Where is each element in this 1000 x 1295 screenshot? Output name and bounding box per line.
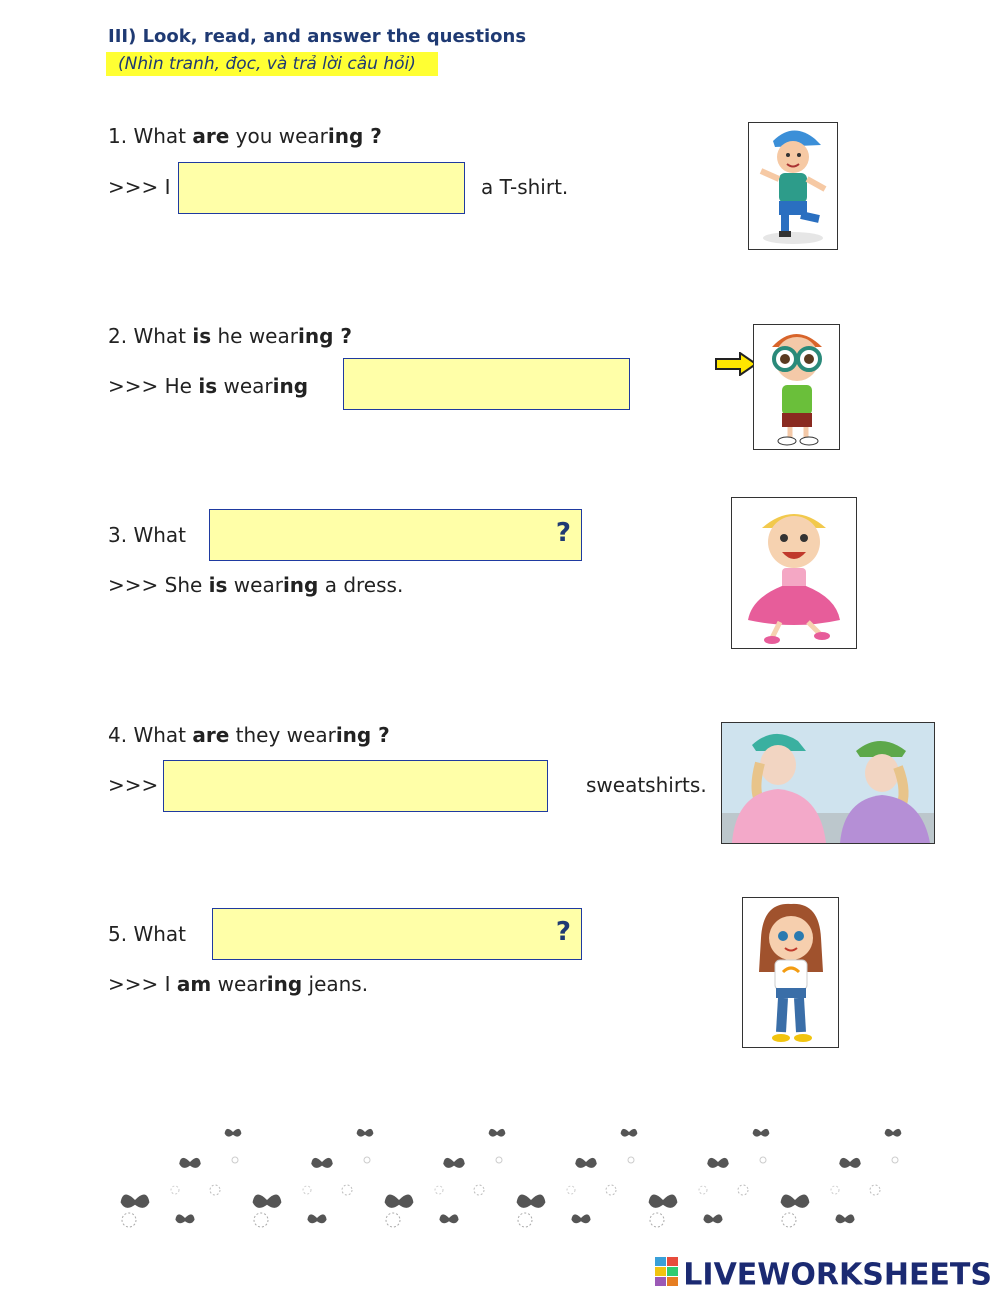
logo-icon <box>655 1257 679 1295</box>
liveworksheets-logo <box>655 1257 992 1295</box>
worksheet-title: III) Look, read, and answer the questions <box>108 26 527 47</box>
question-mark: ? <box>555 917 571 947</box>
answer-2-prefix: >>> He is wearing <box>108 374 309 398</box>
question-2: 2. What is he wearing ? <box>108 324 352 348</box>
answer-1-prefix: >>> I <box>108 175 171 199</box>
boy-tshirt-image <box>748 122 838 250</box>
question-3-input[interactable] <box>209 509 582 561</box>
answer-5: >>> I am wearing jeans. <box>108 972 369 996</box>
question-5-input[interactable] <box>212 908 582 960</box>
answer-3: >>> She is wearing a dress. <box>108 573 404 597</box>
answer-4-input[interactable] <box>163 760 548 812</box>
girls-sweatshirts-image <box>721 722 935 844</box>
butterfly-border-decoration <box>115 1120 915 1245</box>
answer-4-suffix: sweatshirts. <box>586 773 707 797</box>
question-mark: ? <box>555 518 571 548</box>
answer-1-input[interactable] <box>178 162 465 214</box>
question-1: 1. What are you wearing ? <box>108 124 382 148</box>
answer-2-input[interactable] <box>343 358 630 410</box>
question-5-prefix: 5. What <box>108 922 186 946</box>
boy-glasses-image <box>753 324 840 450</box>
question-3-prefix: 3. What <box>108 523 186 547</box>
worksheet-subtitle: (Nhìn tranh, đọc, và trả lời câu hỏi) <box>106 52 438 76</box>
brand-text: LIVEWORKSHEETS <box>683 1257 992 1293</box>
answer-4-prefix: >>> <box>108 773 159 797</box>
girl-dress-image <box>731 497 857 649</box>
arrow-icon <box>714 352 758 380</box>
girl-jeans-image <box>742 897 839 1048</box>
question-4: 4. What are they wearing ? <box>108 723 390 747</box>
answer-1-suffix: a T-shirt. <box>481 175 569 199</box>
